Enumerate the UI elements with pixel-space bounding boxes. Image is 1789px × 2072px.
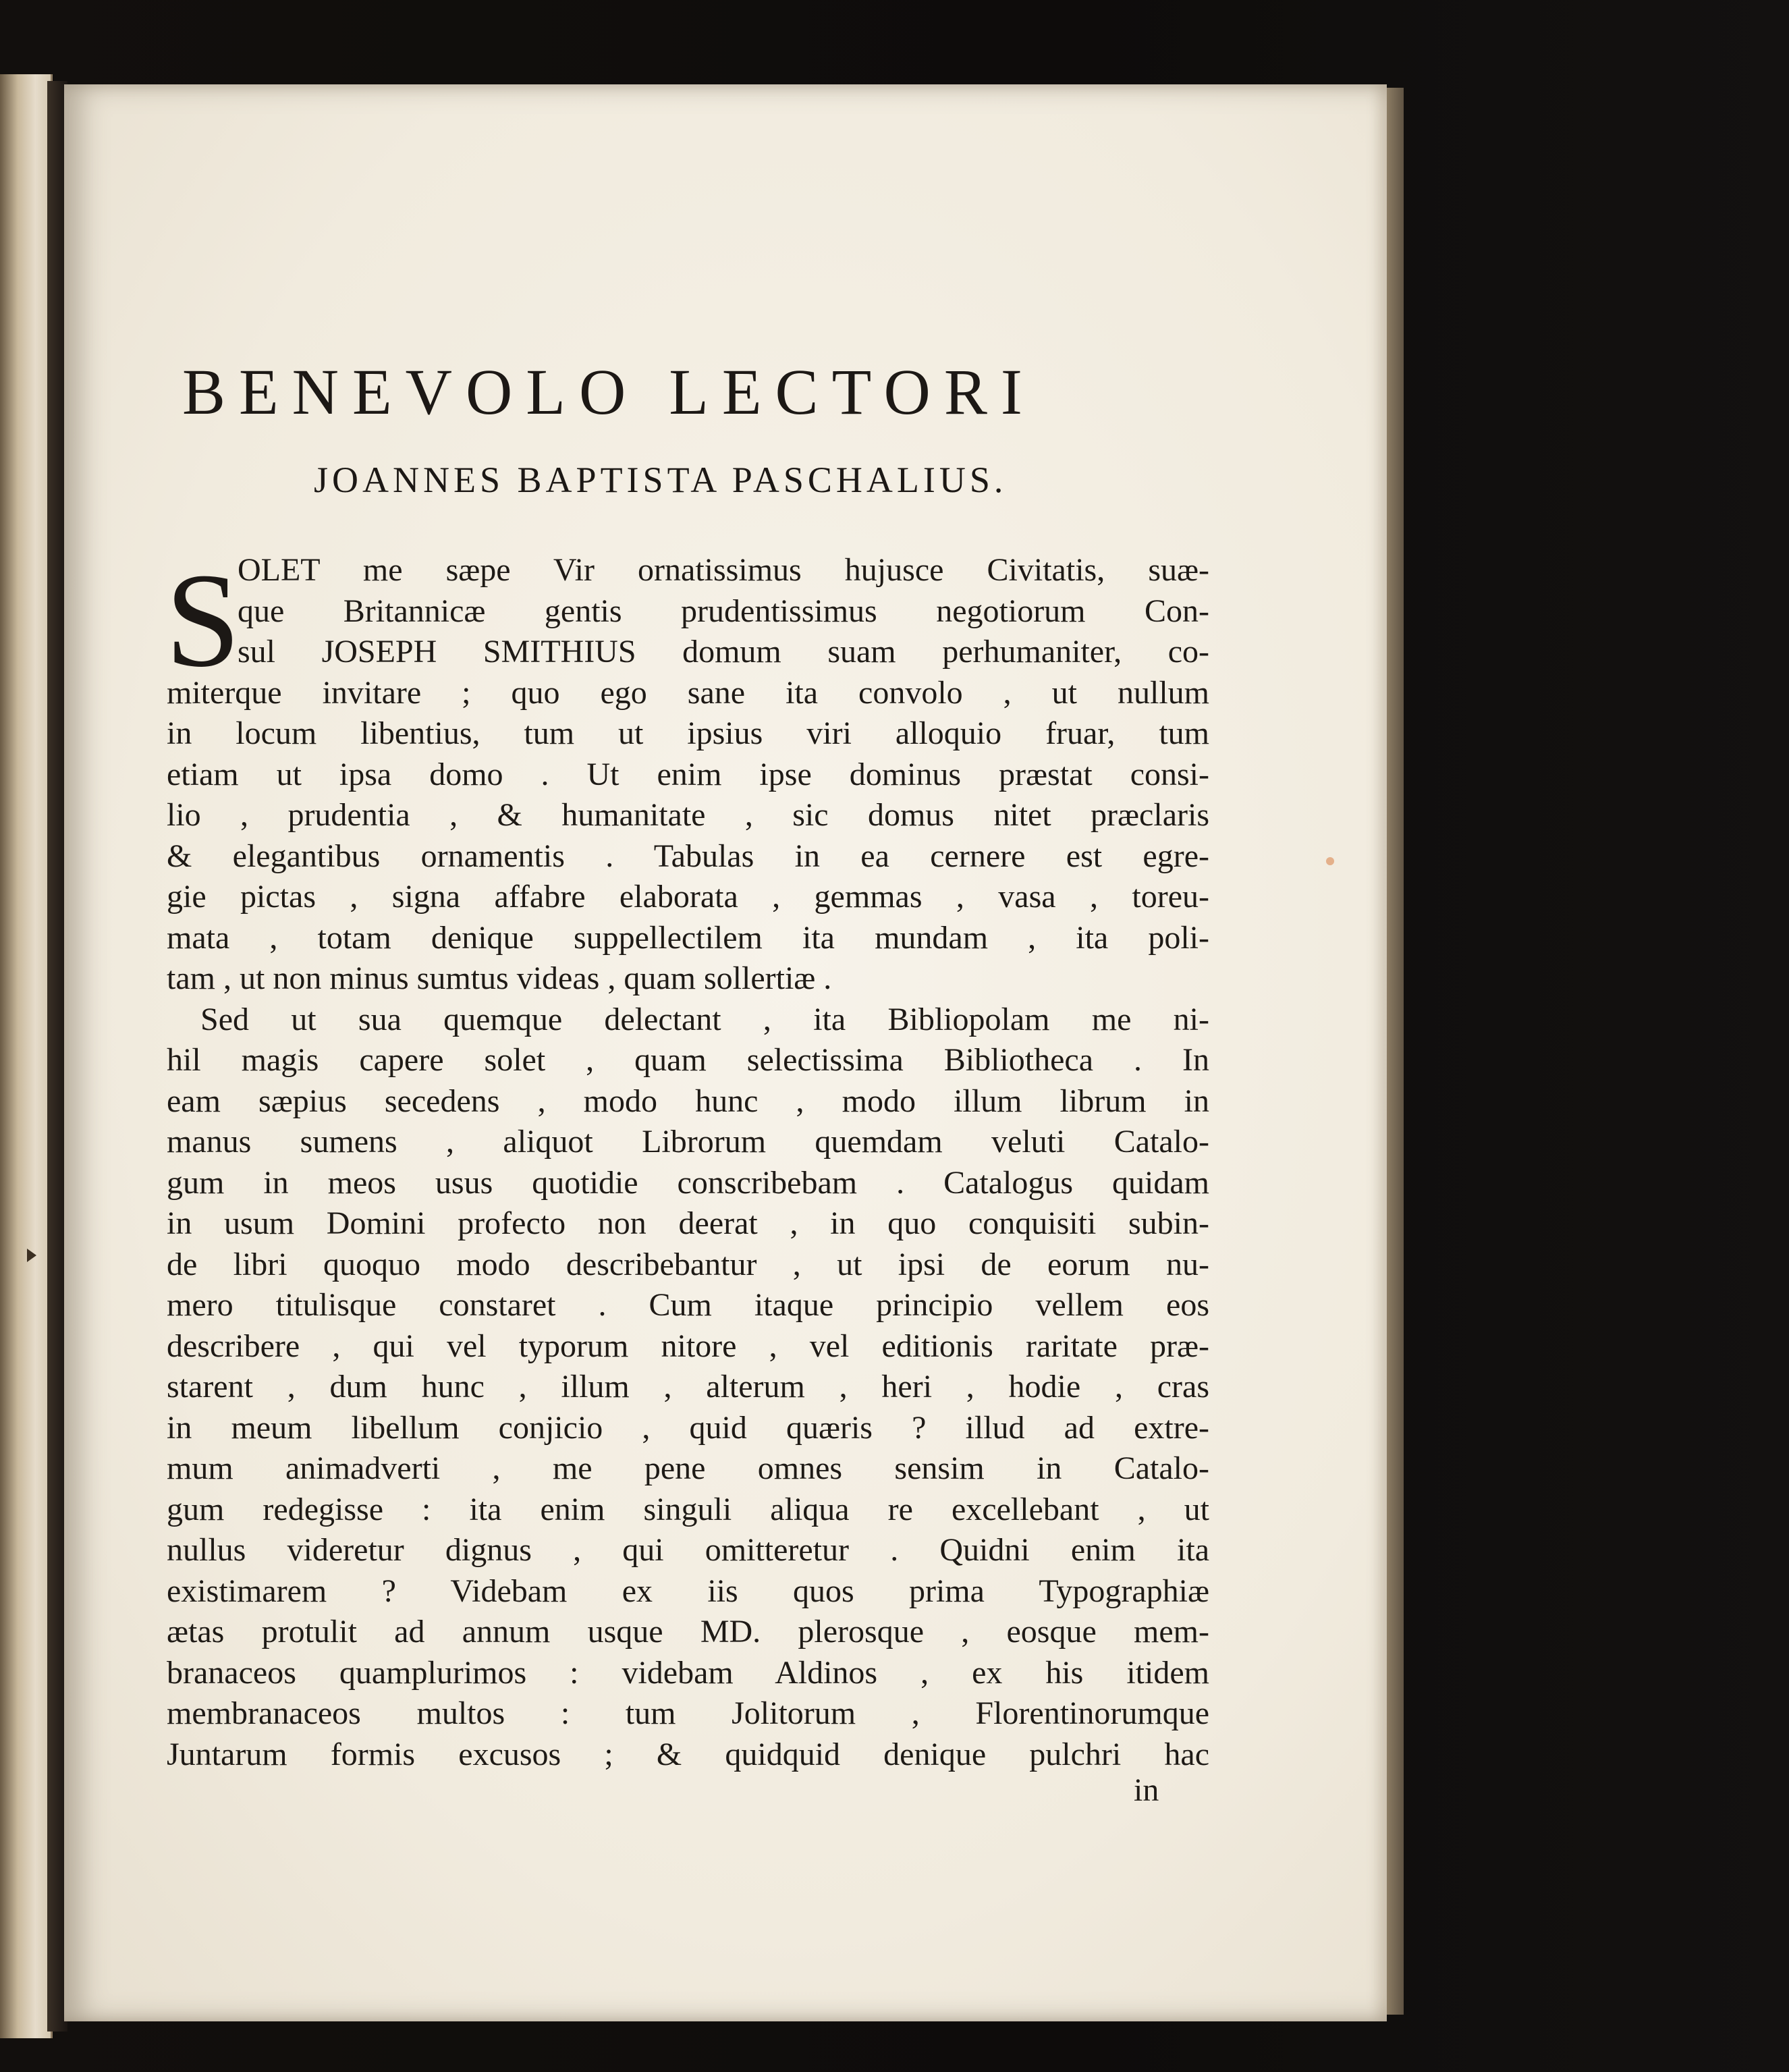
text-line: in locum libentius, tum ut ipsius viri alloquio fruar, tum xyxy=(167,715,1209,751)
drop-cap: S xyxy=(165,546,241,695)
text-line: Sed ut sua quemque delectant , ita Bibliopolam me ni- xyxy=(200,1001,1209,1037)
text-line: gie pictas , signa affabre elaborata , gemmas , vasa , toreu- xyxy=(167,879,1209,915)
body-text xyxy=(165,546,1209,1775)
text-line: mata , totam denique suppellectilem ita mundam , ita poli- xyxy=(167,919,1209,956)
text-line: Juntarum formis excusos ; & quidquid denique pulchri hac xyxy=(167,1736,1209,1772)
author-line: JOANNES BAPTISTA PASCHALIUS. xyxy=(314,460,1008,500)
text-line: nullus videretur dignus , qui omitteretur . Quidni enim ita xyxy=(167,1532,1209,1568)
text-line: OLET me sæpe Vir ornatissimus hujusce Civitatis, suæ- xyxy=(238,552,1209,588)
text-line: tam , ut non minus sumtus videas , quam sollertiæ . xyxy=(167,960,832,996)
text-line: in meum libellum conjicio , quid quæris ? illud ad extre- xyxy=(167,1409,1209,1446)
text-line: gum redegisse : ita enim singuli aliqua re excellebant , ut xyxy=(167,1491,1209,1527)
text-line: mero titulisque constaret . Cum itaque principio vellem eos xyxy=(167,1287,1209,1323)
text-line: describere , qui vel typorum nitore , vel editionis raritate præ- xyxy=(167,1328,1209,1364)
text-line: gum in meos usus quotidie conscribebam . Catalogus quidam xyxy=(167,1164,1209,1201)
text-line: starent , dum hunc , illum , alterum , heri , hodie , cras xyxy=(167,1369,1209,1405)
text-line: de libri quoquo modo describebantur , ut ipsi de eorum nu- xyxy=(167,1246,1209,1282)
page-title: BENEVOLO LECTORI xyxy=(182,356,1036,428)
ink-stain xyxy=(1326,857,1334,865)
text-line: mum animadverti , me pene omnes sensim in Catalo- xyxy=(167,1450,1209,1486)
text-line: ætas protulit ad annum usque MD. plerosque , eosque mem- xyxy=(167,1614,1209,1650)
text-line: miterque invitare ; quo ego sane ita convolo , ut nullum xyxy=(167,674,1209,711)
text-line: & elegantibus ornamentis . Tabulas in ea cernere est egre- xyxy=(167,838,1209,874)
text-line: membranaceos multos : tum Jolitorum , Florentinorumque xyxy=(167,1695,1209,1731)
text-line: eam sæpius secedens , modo hunc , modo illum librum in xyxy=(167,1083,1209,1119)
previous-leaf-edge xyxy=(0,74,53,2038)
text-line: que Britannicæ gentis prudentissimus negotiorum Con- xyxy=(238,593,1209,629)
book-page xyxy=(64,84,1387,2021)
text-line: branaceos quamplurimos : videbam Aldinos , ex his itidem xyxy=(167,1654,1209,1691)
text-line: hil magis capere solet , quam selectissima Bibliotheca . In xyxy=(167,1042,1209,1078)
text-line: sul JOSEPH SMITHIUS domum suam perhumaniter, co- xyxy=(238,634,1209,670)
text-line: etiam ut ipsa domo . Ut enim ipse dominus præstat consi- xyxy=(167,756,1209,792)
text-line: in usum Domini profecto non deerat , in quo conquisiti subin- xyxy=(167,1205,1209,1241)
edge-tab-mark xyxy=(27,1249,36,1262)
text-line: existimarem ? Videbam ex iis quos prima Typographiæ xyxy=(167,1573,1209,1609)
text-line: lio , prudentia , & humanitate , sic domus nitet præclaris xyxy=(167,797,1209,833)
text-line: manus sumens , aliquot Librorum quemdam veluti Catalo- xyxy=(167,1124,1209,1160)
catchword: in xyxy=(1134,1772,1159,1808)
